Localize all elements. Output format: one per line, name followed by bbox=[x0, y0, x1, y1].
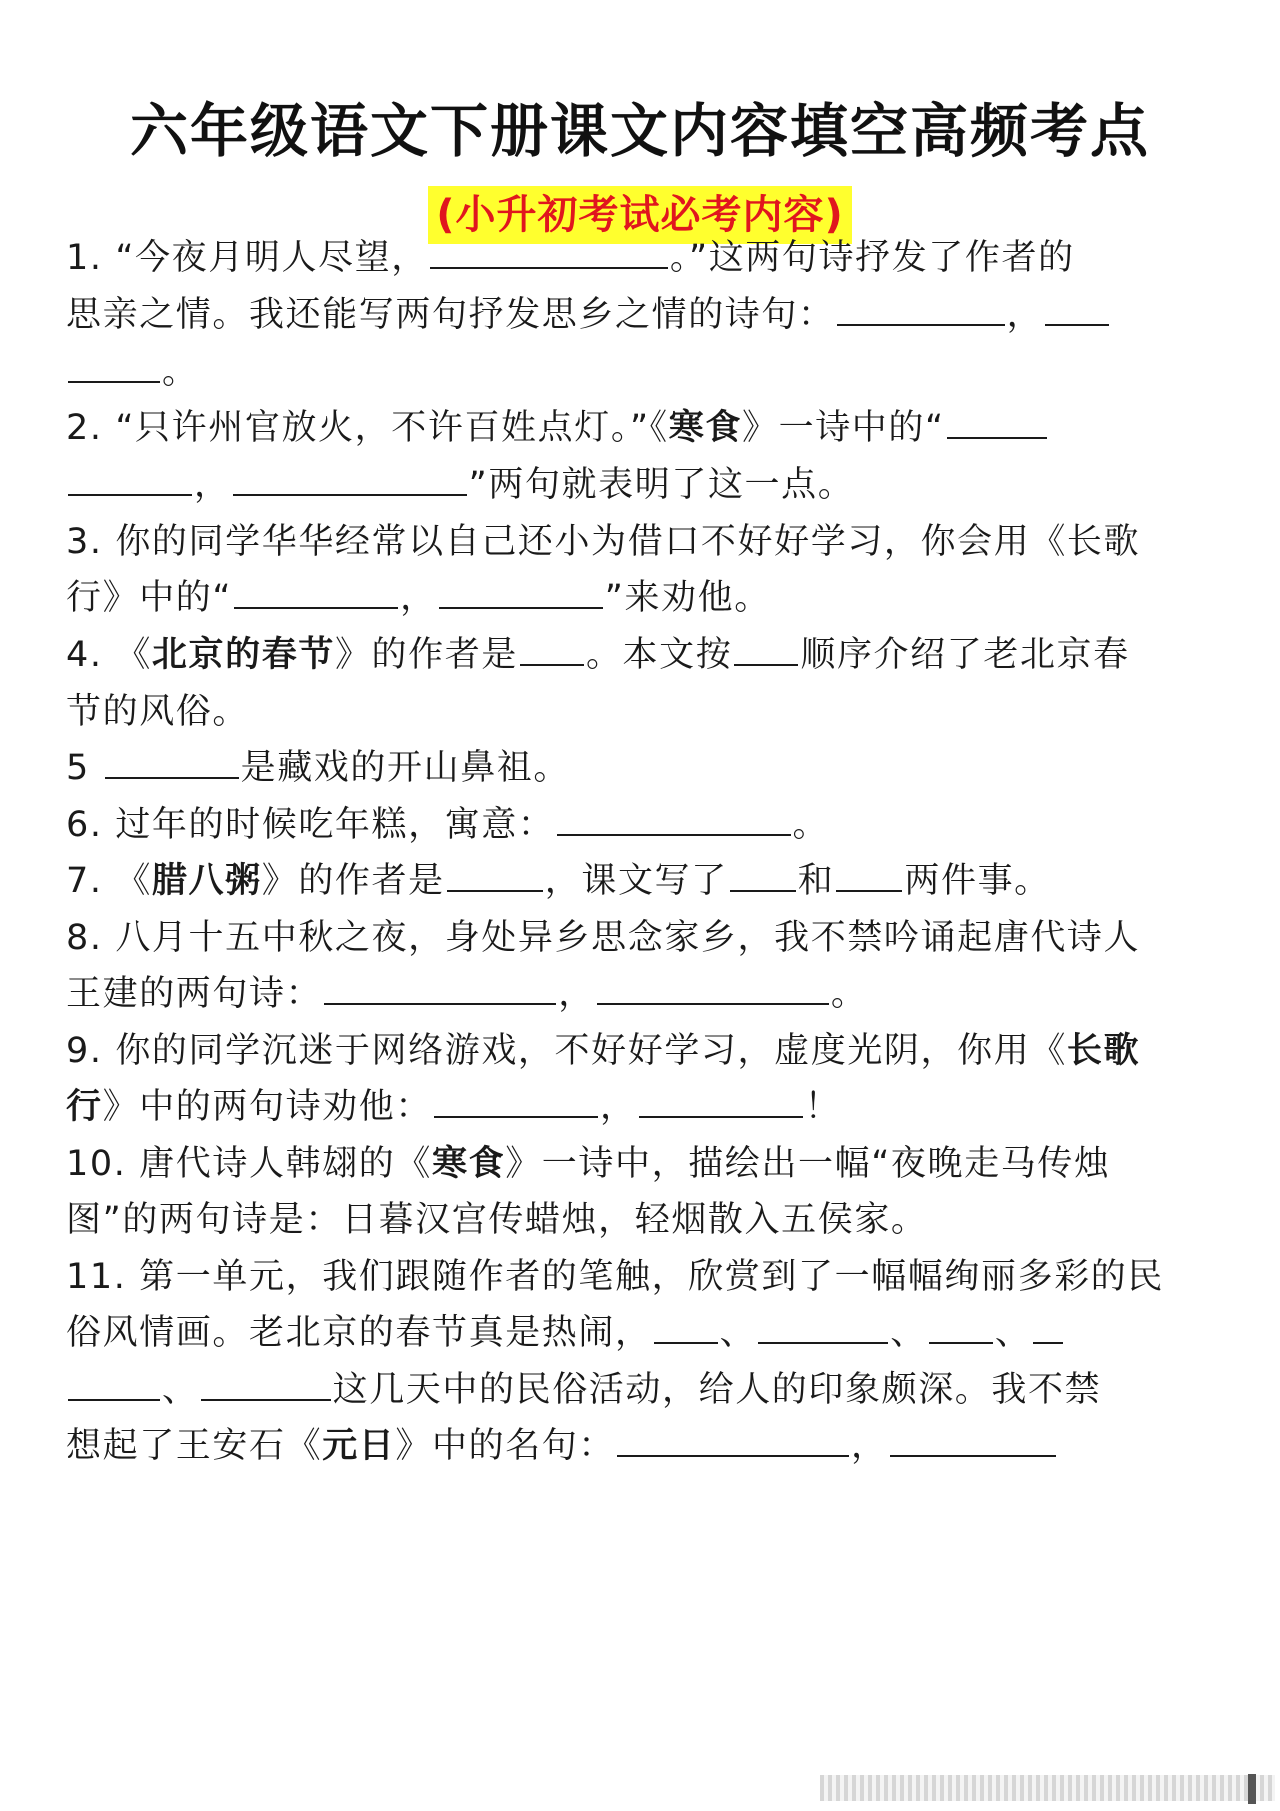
question-10-line-2: 图”的两句诗是：日暮汉宫传蜡烛，轻烟散入五侯家。 bbox=[66, 1200, 928, 1240]
answer-blank[interactable] bbox=[439, 569, 603, 609]
answer-blank[interactable] bbox=[557, 796, 791, 836]
question-4-line-1: 4. 《北京的春节》的作者是 。本文按 顺序介绍了老北京春 bbox=[66, 623, 1130, 687]
question-5-line-1: 5 是藏戏的开山鼻祖。 bbox=[66, 736, 570, 800]
answer-blank[interactable] bbox=[201, 1361, 331, 1401]
poem-title: 元日 bbox=[322, 1426, 396, 1466]
answer-blank[interactable] bbox=[890, 1417, 1056, 1457]
answer-blank[interactable] bbox=[947, 399, 1047, 439]
answer-blank[interactable] bbox=[447, 852, 543, 892]
question-2-line-2: ， ”两句就表明了这一点。 bbox=[66, 453, 854, 517]
answer-blank[interactable] bbox=[734, 626, 798, 666]
question-1-line-2: 思亲之情。我还能写两句抒发思乡之情的诗句： ， bbox=[66, 283, 1111, 347]
text-title: 腊八粥 bbox=[151, 861, 262, 901]
question-11-line-3: 、 这几天中的民俗活动，给人的印象颇深。我不禁 bbox=[66, 1358, 1101, 1422]
answer-blank[interactable] bbox=[68, 1361, 160, 1401]
question-11-line-4: 想起了王安石《元日》中的名句： ， bbox=[66, 1414, 1058, 1478]
question-6-line-1: 6. 过年的时候吃年糕，寓意： 。 bbox=[66, 793, 829, 857]
answer-blank[interactable] bbox=[639, 1078, 803, 1118]
answer-blank[interactable] bbox=[324, 965, 556, 1005]
question-8-line-2: 王建的两句诗： ， 。 bbox=[66, 962, 867, 1026]
answer-blank[interactable] bbox=[929, 1304, 993, 1344]
question-4-line-2: 节的风俗。 bbox=[66, 692, 250, 732]
page-subtitle: (小升初考试必考内容) bbox=[428, 186, 852, 244]
answer-blank[interactable] bbox=[654, 1304, 718, 1344]
question-2-line-1: 2. “只许州官放火，不许百姓点灯。”《寒食》一诗中的“ bbox=[66, 396, 1049, 460]
answer-blank[interactable] bbox=[617, 1417, 849, 1457]
question-7-line-1: 7. 《腊八粥》的作者是 ，课文写了 和 两件事。 bbox=[66, 849, 1051, 913]
answer-blank[interactable] bbox=[837, 286, 1005, 326]
text-title: 北京的春节 bbox=[151, 635, 335, 675]
scroll-indicator[interactable] bbox=[820, 1775, 1275, 1801]
poem-title: 寒食 bbox=[432, 1144, 506, 1184]
poem-title: 行 bbox=[66, 1087, 103, 1127]
answer-blank[interactable] bbox=[597, 965, 829, 1005]
answer-blank[interactable] bbox=[105, 739, 239, 779]
answer-blank[interactable] bbox=[430, 229, 668, 269]
question-3-line-1: 3. 你的同学华华经常以自己还小为借口不好好学习，你会用《长歌 bbox=[66, 522, 1141, 562]
answer-blank[interactable] bbox=[68, 456, 192, 496]
answer-blank[interactable] bbox=[234, 569, 398, 609]
scroll-indicator-thumb[interactable] bbox=[1248, 1774, 1256, 1804]
answer-blank[interactable] bbox=[1045, 286, 1109, 326]
answer-blank[interactable] bbox=[836, 852, 902, 892]
poem-title: 寒食 bbox=[668, 408, 742, 448]
question-10-line-1: 10. 唐代诗人韩翃的《寒食》一诗中，描绘出一幅“夜晚走马传烛 bbox=[66, 1144, 1111, 1184]
answer-blank[interactable] bbox=[1033, 1304, 1063, 1344]
question-9-line-1: 9. 你的同学沉迷于网络游戏，不好好学习，虚度光阴，你用《长歌 bbox=[66, 1031, 1141, 1071]
question-1-line-3: 。 bbox=[66, 340, 199, 404]
question-11-line-2: 俗风情画。老北京的春节真是热闹， 、 、 、 bbox=[66, 1301, 1065, 1365]
answer-blank[interactable] bbox=[434, 1078, 598, 1118]
page-title: 六年级语文下册课文内容填空高频考点 bbox=[129, 97, 1150, 165]
poem-title: 长歌 bbox=[1066, 1031, 1141, 1071]
answer-blank[interactable] bbox=[758, 1304, 888, 1344]
question-3-line-2: 行》中的“ ， ”来劝他。 bbox=[66, 566, 771, 630]
answer-blank[interactable] bbox=[68, 343, 160, 383]
answer-blank[interactable] bbox=[730, 852, 796, 892]
answer-blank[interactable] bbox=[520, 626, 584, 666]
question-11-line-1: 11. 第一单元，我们跟随作者的笔触，欣赏到了一幅幅绚丽多彩的民 bbox=[66, 1257, 1164, 1297]
answer-blank[interactable] bbox=[233, 456, 467, 496]
question-1-line-1: 1. “今夜月明人尽望， 。”这两句诗抒发了作者的 bbox=[66, 226, 1075, 290]
question-8-line-1: 8. 八月十五中秋之夜，身处异乡思念家乡，我不禁吟诵起唐代诗人 bbox=[66, 918, 1141, 958]
question-9-line-2: 行》中的两句诗劝他： ， ！ bbox=[66, 1075, 841, 1139]
